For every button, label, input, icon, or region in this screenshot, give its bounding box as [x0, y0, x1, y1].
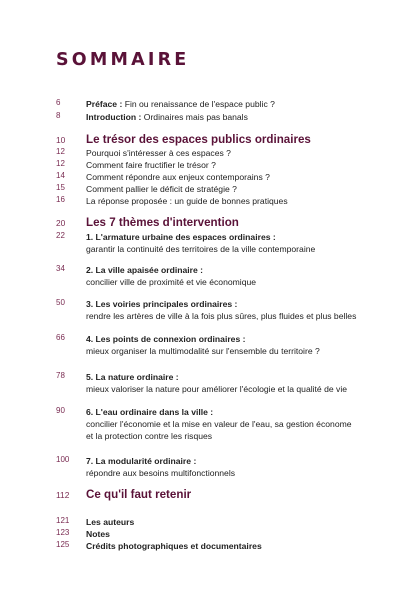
- section-heading: Ce qu'il faut retenir: [86, 488, 192, 501]
- theme-description: et la protection contre les risques: [86, 431, 213, 442]
- entry-label-rest: Ordinaires mais pas banals: [141, 112, 248, 122]
- theme-title: 1. L'armature urbaine des espaces ordinaires :: [86, 232, 276, 242]
- entry-label: [86, 528, 386, 540]
- page-number: 66: [56, 333, 65, 342]
- page-number: 50: [56, 298, 65, 307]
- theme-title: 2. La ville apaisée ordinaire :: [86, 265, 204, 275]
- page-number: 112: [56, 490, 70, 500]
- entry-label: Comment faire fructifier le trésor ?: [86, 160, 216, 170]
- entry-label: La réponse proposée : un guide de bonnes pratiques: [86, 196, 288, 206]
- page-number: 10: [56, 135, 66, 145]
- entry-label-bold: Crédits photographiques et documentaires: [86, 541, 262, 551]
- page-number: 123: [56, 528, 70, 537]
- page-number: 121: [56, 516, 70, 525]
- page-number: 34: [56, 264, 65, 273]
- theme-description: mieux valoriser la nature pour améliorer l'écologie et la qualité de vie: [86, 384, 348, 395]
- theme-title: 6. L'eau ordinaire dans la ville :: [86, 407, 214, 417]
- page-title: SOMMAIRE: [56, 50, 190, 70]
- page-number: 8: [56, 111, 61, 120]
- entry-label: [86, 98, 386, 110]
- page-number: 100: [56, 455, 70, 464]
- page-number: 14: [56, 171, 65, 180]
- theme-text: [86, 371, 386, 395]
- theme-description: concilier l'économie et la mise en valeur de l'eau, sa gestion économe: [86, 419, 352, 430]
- theme-text: [86, 264, 386, 288]
- entry-label: Pourquoi s'intéresser à ces espaces ?: [86, 148, 231, 158]
- entry-label-bold: Notes: [86, 529, 110, 539]
- page-number: 125: [56, 540, 70, 549]
- theme-title: 4. Les points de connexion ordinaires :: [86, 334, 246, 344]
- theme-description: concilier ville de proximité et vie économique: [86, 277, 257, 288]
- theme-description: rendre les artères de ville à la fois plus sûres, plus fluides et plus belles: [86, 311, 357, 322]
- theme-title: 5. La nature ordinaire :: [86, 372, 179, 382]
- page-number: 6: [56, 98, 61, 107]
- entry-label-bold: Les auteurs: [86, 517, 135, 527]
- theme-text: [86, 231, 386, 255]
- theme-text: [86, 455, 386, 479]
- theme-title: 7. La modularité ordinaire :: [86, 456, 197, 466]
- entry-label-bold: Préface :: [86, 99, 123, 109]
- section-heading: Les 7 thèmes d'intervention: [86, 216, 239, 229]
- page-number: 78: [56, 371, 65, 380]
- theme-text: [86, 333, 386, 357]
- theme-description: mieux organiser la multimodalité sur l'ensemble du territoire ?: [86, 346, 320, 357]
- entry-label: Comment répondre aux enjeux contemporains ?: [86, 172, 270, 182]
- page-number: 22: [56, 231, 65, 240]
- page-number: 12: [56, 147, 65, 156]
- entry-label-bold: Introduction :: [86, 112, 142, 122]
- entry-label: [86, 111, 386, 123]
- theme-description: garantir la continuité des territoires de la ville contemporaine: [86, 244, 316, 255]
- page-number: 12: [56, 159, 65, 168]
- theme-text: [86, 406, 386, 443]
- entry-label: [86, 516, 386, 528]
- theme-title: 3. Les voiries principales ordinaires :: [86, 299, 238, 309]
- section-heading: Le trésor des espaces publics ordinaires: [86, 133, 311, 146]
- page-number: 90: [56, 406, 65, 415]
- entry-label: Comment pallier le déficit de stratégie ?: [86, 184, 237, 194]
- theme-description: répondre aux besoins multifonctionnels: [86, 468, 236, 479]
- page-number: 15: [56, 183, 65, 192]
- page-number: 20: [56, 218, 66, 228]
- theme-text: [86, 298, 386, 322]
- entry-label-rest: Fin ou renaissance de l'espace public ?: [122, 99, 275, 109]
- entry-label: [86, 540, 386, 552]
- page-number: 16: [56, 195, 65, 204]
